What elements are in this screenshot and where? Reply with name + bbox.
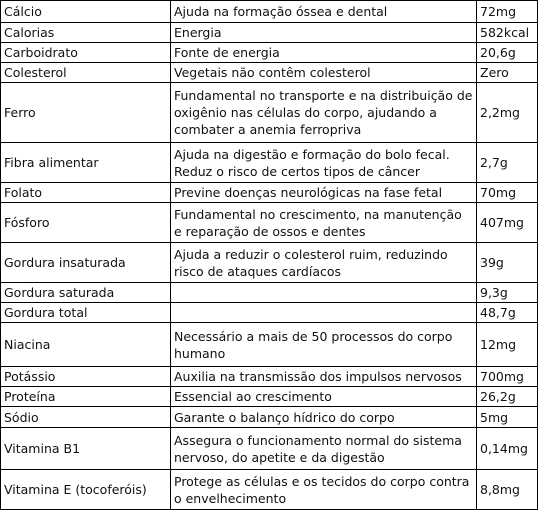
table-row <box>1 283 538 303</box>
table-row <box>1 387 538 407</box>
table-row <box>1 1 538 23</box>
nutrient-name: Cálcio <box>1 1 171 23</box>
nutrient-description: Previne doenças neurológicas na fase fetal <box>171 183 477 203</box>
nutrient-amount: 12mg <box>477 323 538 367</box>
nutrient-amount: 5mg <box>477 407 538 428</box>
nutrient-amount: 700mg <box>477 367 538 387</box>
nutrient-name: Sódio <box>1 407 171 428</box>
nutrient-amount: 2,2mg <box>477 83 538 143</box>
nutrient-description: Garante o balanço hídrico do corpo <box>171 407 477 428</box>
nutrient-description: Fonte de energia <box>171 43 477 63</box>
nutrient-name: Colesterol <box>1 63 171 83</box>
table-row <box>1 323 538 367</box>
table-row <box>1 407 538 428</box>
nutrient-name: Carboidrato <box>1 43 171 63</box>
nutrient-description: Fundamental no crescimento, na manutenção e reparação de ossos e dentes <box>171 203 477 243</box>
table-row <box>1 23 538 43</box>
nutrient-description: Assegura o funcionamento normal do sistema nervoso, do apetite e da digestão <box>171 428 477 470</box>
nutrient-name: Gordura saturada <box>1 283 171 303</box>
nutrient-description: Ajuda na formação óssea e dental <box>171 1 477 23</box>
table-row <box>1 367 538 387</box>
table-row <box>1 143 538 183</box>
nutrient-amount: 407mg <box>477 203 538 243</box>
nutrient-description: Ajuda a reduzir o colesterol ruim, reduzindo risco de ataques cardíacos <box>171 243 477 283</box>
nutrient-amount: 20,6g <box>477 43 538 63</box>
table-row <box>1 243 538 283</box>
nutrient-amount: 70mg <box>477 183 538 203</box>
nutrient-description: Ajuda na digestão e formação do bolo fecal. Reduz o risco de certos tipos de câncer <box>171 143 477 183</box>
nutrient-amount: 582kcal <box>477 23 538 43</box>
nutrient-description: Energia <box>171 23 477 43</box>
table-row <box>1 63 538 83</box>
nutrient-name: Gordura total <box>1 303 171 323</box>
table-row <box>1 43 538 63</box>
nutrient-amount: 8,8mg <box>477 470 538 510</box>
nutrient-description: Protege as células e os tecidos do corpo contra o envelhecimento <box>171 470 477 510</box>
nutrient-amount: 26,2g <box>477 387 538 407</box>
nutrient-name: Folato <box>1 183 171 203</box>
nutrient-description: Vegetais não contêm colesterol <box>171 63 477 83</box>
nutrient-name: Proteína <box>1 387 171 407</box>
nutrient-name: Vitamina E (tocoferóis) <box>1 470 171 510</box>
nutrient-amount: Zero <box>477 63 538 83</box>
nutrient-amount: 39g <box>477 243 538 283</box>
nutrient-amount: 72mg <box>477 1 538 23</box>
table-row <box>1 470 538 510</box>
nutrient-amount: 48,7g <box>477 303 538 323</box>
table-row <box>1 203 538 243</box>
nutrient-description: Fundamental no transporte e na distribuição de oxigênio nas células do corpo, ajudando a combater a anemia ferropriva <box>171 83 477 143</box>
nutrient-name: Vitamina B1 <box>1 428 171 470</box>
table-row <box>1 428 538 470</box>
nutrient-description: Necessário a mais de 50 processos do corpo humano <box>171 323 477 367</box>
nutrient-amount: 0,14mg <box>477 428 538 470</box>
nutrient-name: Ferro <box>1 83 171 143</box>
nutrient-description <box>171 303 477 323</box>
nutrient-description: Essencial ao crescimento <box>171 387 477 407</box>
nutrient-name: Potássio <box>1 367 171 387</box>
nutrient-name: Fibra alimentar <box>1 143 171 183</box>
nutrient-name: Niacina <box>1 323 171 367</box>
table-row <box>1 83 538 143</box>
nutrient-name: Fósforo <box>1 203 171 243</box>
table-row <box>1 303 538 323</box>
nutrient-description <box>171 283 477 303</box>
nutrient-amount: 2,7g <box>477 143 538 183</box>
nutrient-amount: 9,3g <box>477 283 538 303</box>
nutrient-description: Auxilia na transmissão dos impulsos nervosos <box>171 367 477 387</box>
nutrient-name: Calorias <box>1 23 171 43</box>
table-row <box>1 183 538 203</box>
nutrient-name: Gordura insaturada <box>1 243 171 283</box>
